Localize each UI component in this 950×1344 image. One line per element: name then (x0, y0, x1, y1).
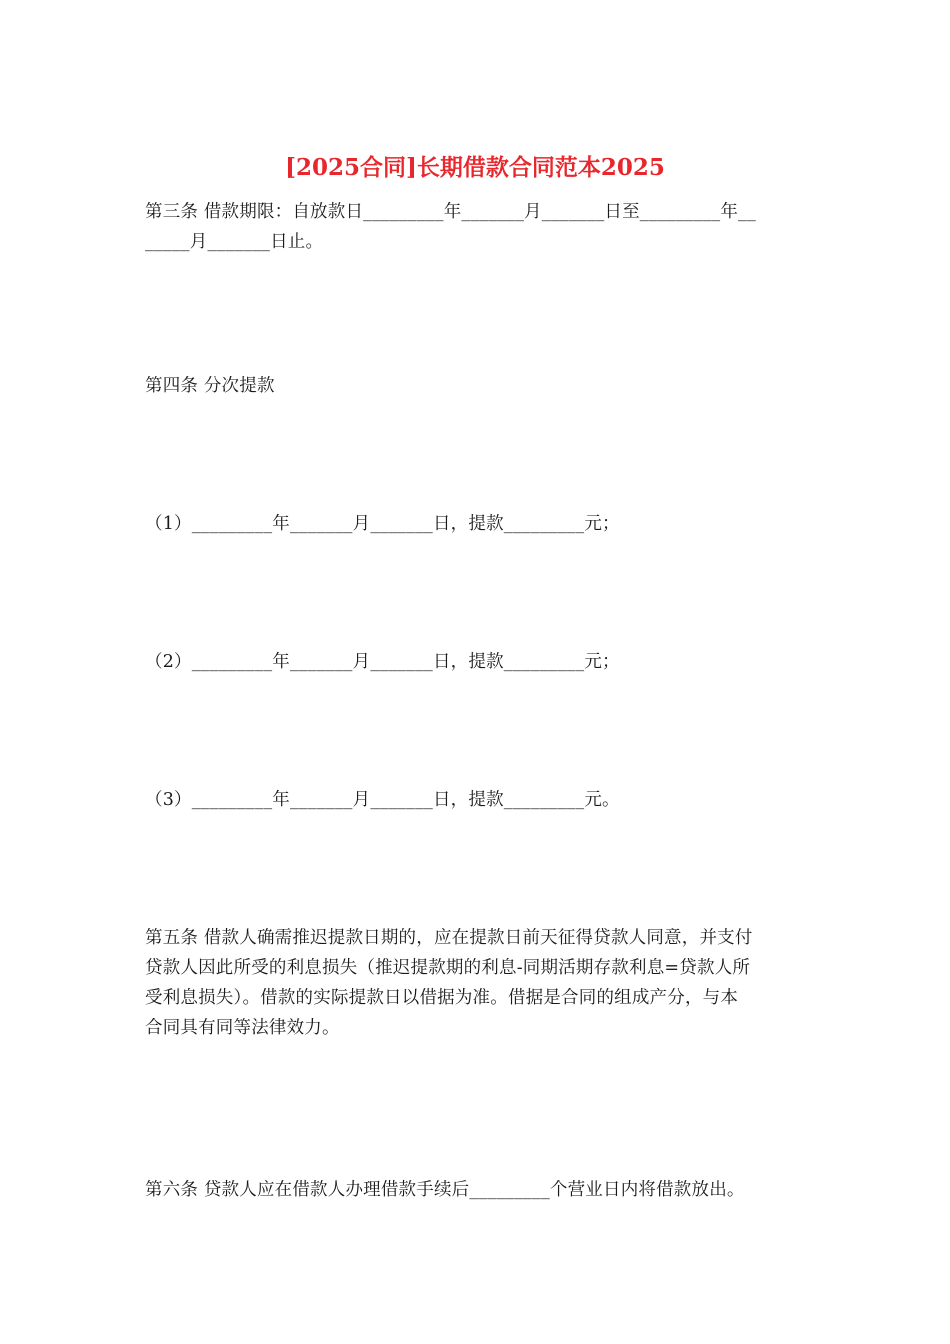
article-6-line-1: 第六条 贷款人应在借款人办理借款手续后_________个营业日内将借款放出。 (145, 1180, 745, 1200)
article-4-heading-text: 第四条 分次提款 (145, 376, 275, 396)
article-5-line-4: 合同具有同等法律效力。 (145, 1018, 340, 1038)
article-4-item-3 (145, 785, 815, 815)
article-3-line-1: 第三条 借款期限：自放款日_________年_______月_______日至_________年__ (145, 202, 756, 222)
withdrawal-item-3: （3）_________年_______月_______日，提款_________元。 (145, 790, 620, 810)
article-5-deferred-withdrawal (145, 923, 815, 1043)
article-5-line-2: 贷款人因此所受的利息损失（推迟提款期的利息-同期活期存款利息=贷款人所 (145, 958, 751, 978)
article-4-item-1 (145, 509, 815, 539)
withdrawal-item-2: （2）_________年_______月_______日，提款_________元； (145, 652, 620, 672)
article-5-line-3: 受利息损失）。借款的实际提款日以借据为准。借据是合同的组成产分，与本 (145, 988, 739, 1008)
article-6-disbursement (145, 1175, 815, 1205)
withdrawal-item-1: （1）_________年_______月_______日，提款_________元； (145, 514, 620, 534)
article-4-heading (145, 371, 815, 401)
article-3-loan-term (145, 197, 815, 257)
article-5-line-1: 第五条 借款人确需推迟提款日期的，应在提款日前天征得贷款人同意，并支付 (145, 928, 753, 948)
document-title: [2025合同]长期借款合同范本2025 (285, 154, 665, 181)
article-4-item-2 (145, 647, 815, 677)
article-3-line-2: _____月_______日止。 (145, 232, 324, 252)
